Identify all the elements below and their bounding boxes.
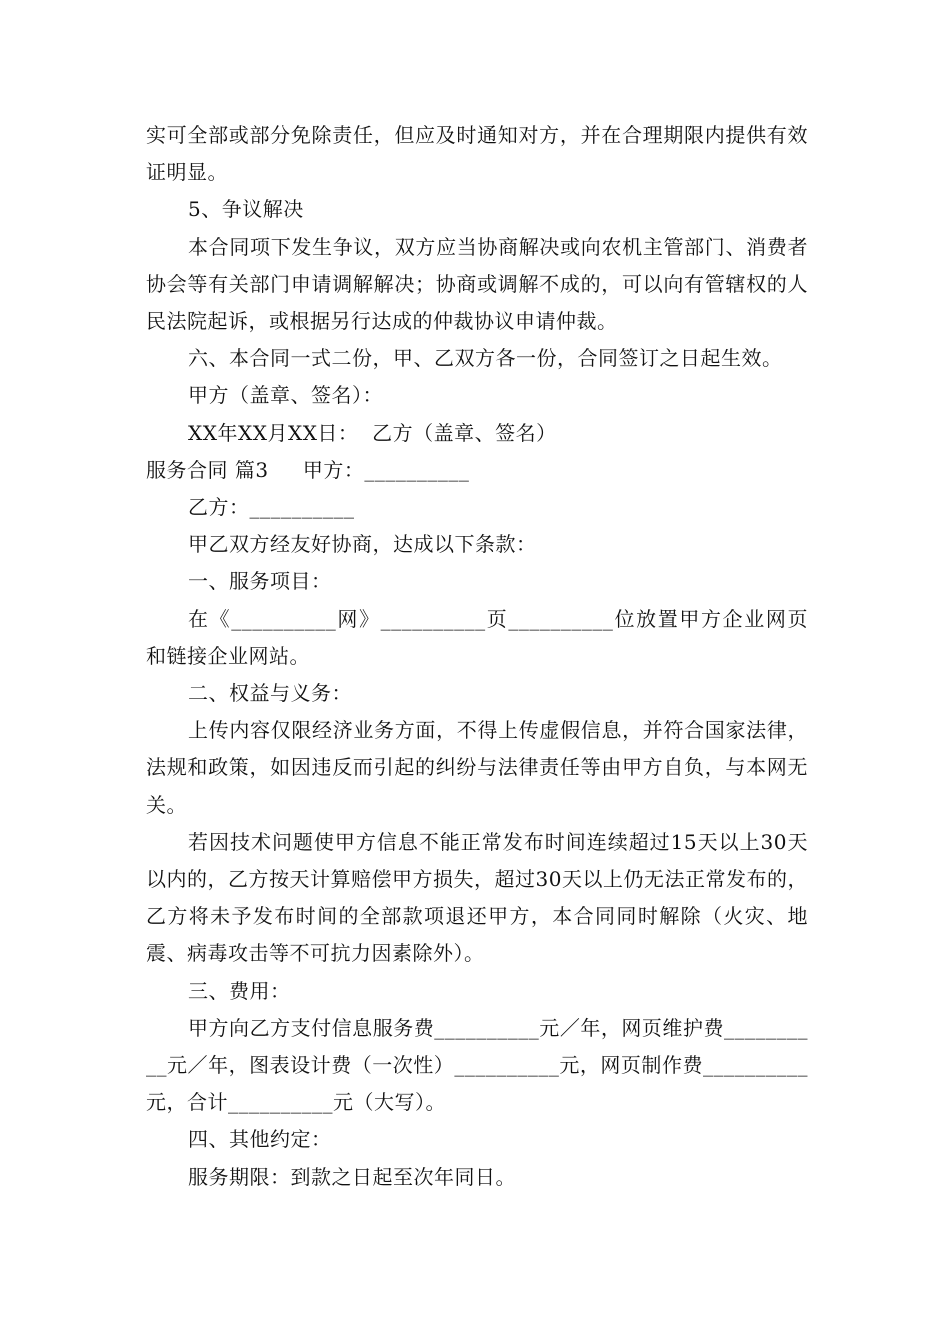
paragraph: 服务期限：到款之日起至次年同日。 (188, 1164, 516, 1189)
signature-line-party-a: 甲方（盖章、签名）： (188, 383, 383, 408)
paragraph: 本合同项下发生争议，双方应当协商解决或向农机主管部门、消费者协会等有关部门申请调解解决；协商或调解不成的，可以向有管辖权的人民法院起诉，或根据另行达成的仲裁协议申请仲裁。 (146, 234, 808, 334)
section-heading: 二、权益与义务： (188, 681, 352, 706)
paragraph: 甲乙双方经友好协商，达成以下条款： (188, 532, 537, 557)
section-heading: 四、其他约定： (188, 1127, 332, 1152)
party-b-line: 乙方：__________ (188, 495, 355, 520)
section-heading: 三、费用： (188, 978, 291, 1003)
paragraph: 上传内容仅限经济业务方面，不得上传虚假信息，并符合国家法律，法规和政策，如因违反而引起的纠纷与法律责任等由甲方自负，与本网无关。 (146, 718, 808, 817)
signature-line-party-b: XX年XX月XX日： 乙方（盖章、签名） (188, 420, 557, 445)
section-heading: 一、服务项目： (188, 569, 332, 594)
paragraph: 若因技术问题使甲方信息不能正常发布时间连续超过15天以上30天以内的，乙方按天计算赔偿甲方损失，超过30天以上仍无法正常发布的，乙方将未予发布时间的全部款项退还甲方，本合同同时解除（火灾、地震、病毒攻击等不可抗力因素除外）。 (146, 829, 808, 966)
paragraph: 甲方向乙方支付信息服务费__________元／年，网页维护费__________元／年，图表设计费（一次性）__________元，网页制作费__________元，合计__________元（大写）。 (146, 1015, 808, 1115)
paragraph: 在《__________网》__________页__________位放置甲方企业网页和链接企业网站。 (146, 606, 808, 668)
contract-title-line: 服务合同 篇3 甲方：__________ (146, 457, 470, 482)
paragraph: 实可全部或部分免除责任，但应及时通知对方，并在合理期限内提供有效证明显。 (146, 123, 808, 185)
document-body (146, 117, 808, 1196)
section-heading: 5、争议解决 (188, 197, 304, 222)
paragraph: 六、本合同一式二份，甲、乙双方各一份，合同签订之日起生效。 (188, 346, 783, 371)
